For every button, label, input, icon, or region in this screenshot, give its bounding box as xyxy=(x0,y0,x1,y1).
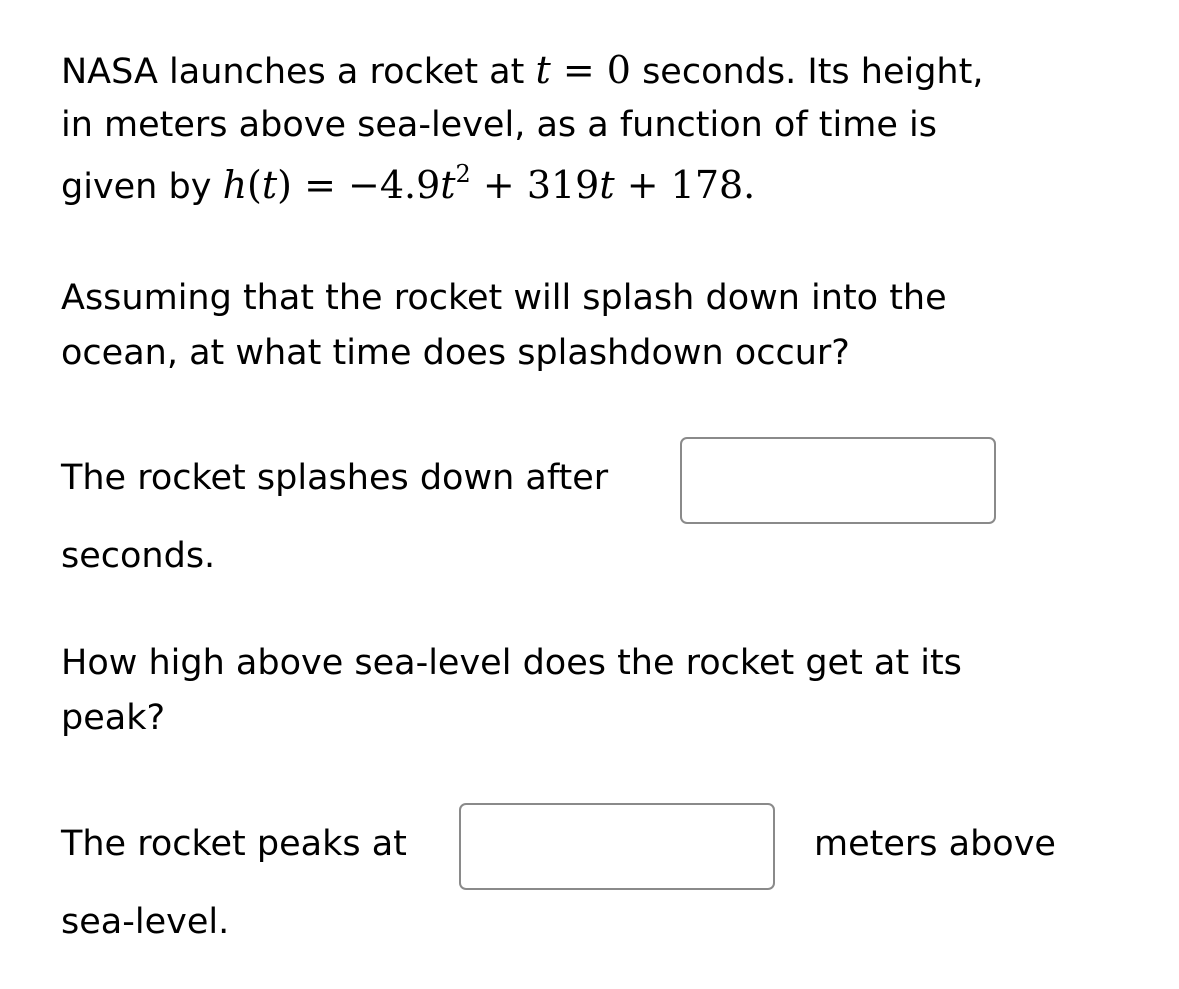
question2-line-2: peak? xyxy=(61,698,166,738)
formula-plus-319: + 319 xyxy=(470,163,600,207)
answer2-suffix-2: sea-level. xyxy=(61,902,230,942)
intro-text-before-t: NASA launches a rocket at xyxy=(61,52,536,92)
answer2-suffix-1: meters above xyxy=(814,824,1056,864)
formula-equals-coef: = −4.9 xyxy=(291,163,441,207)
intro-equals-zero: = 0 xyxy=(550,48,631,92)
intro-var-t: t xyxy=(535,48,551,92)
question2-line-1: How high above sea-level does the rocket get at its xyxy=(61,643,962,683)
answer1-prefix: The rocket splashes down after xyxy=(61,458,609,498)
func-paren-close: ) xyxy=(277,163,292,207)
question1-line-1: Assuming that the rocket will splash down into the xyxy=(61,278,947,318)
func-h: h xyxy=(222,163,248,207)
func-arg-t: t xyxy=(261,163,278,207)
formula-t-linear: t xyxy=(599,163,615,207)
peak-height-input[interactable] xyxy=(459,803,775,890)
intro-line-2: in meters above sea-level, as a function of time is xyxy=(61,105,937,145)
intro-given-by: given by xyxy=(61,167,223,207)
formula-exponent: 2 xyxy=(455,160,471,188)
intro-line-3 xyxy=(61,158,755,215)
intro-math-t-equals-zero xyxy=(535,48,630,92)
answer2-prefix: The rocket peaks at xyxy=(61,824,407,864)
question1-line-2: ocean, at what time does splashdown occur? xyxy=(61,333,850,373)
intro-line-1 xyxy=(61,43,983,100)
func-paren-open: ( xyxy=(247,163,262,207)
splashdown-time-input[interactable] xyxy=(680,437,996,524)
answer1-suffix: seconds. xyxy=(61,536,216,576)
formula-plus-178: + 178. xyxy=(614,163,756,207)
height-function-formula xyxy=(222,160,756,207)
formula-t-squared: t xyxy=(440,163,456,207)
intro-text-after-zero: seconds. Its height, xyxy=(630,52,984,92)
